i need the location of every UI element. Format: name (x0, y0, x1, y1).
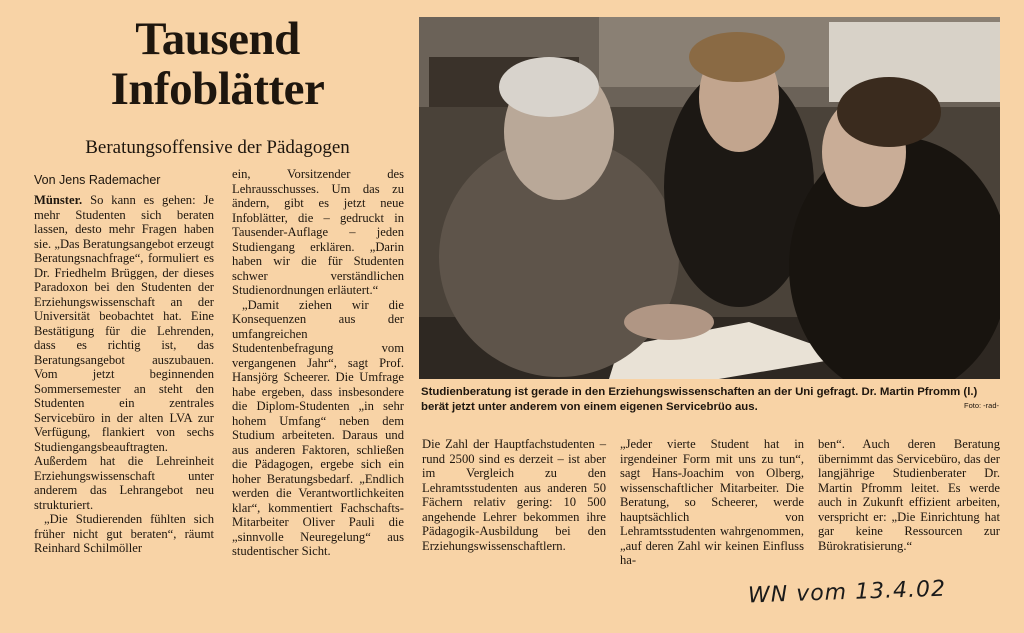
paragraph: Die Zahl der Hauptfachstudenten – rund 2500 sind es derzeit – ist aber im Vergleich zu den Lehramtsstudenten aus anderen 50 Fächern relativ gering: 10 500 angehende Lehrer bekommen ihre Pädagogik-Ausbildung bei den Erziehungswissenschaftlern. (422, 437, 606, 553)
dateline: Münster. (34, 193, 83, 207)
paragraph: „Jeder vierte Student hat in irgendeiner Form mit uns zu tun“, sagt Hans-Joachim von Olberg, wissenschaftlicher Mitarbeiter. Die Beratung, so Scheerer, werde hauptsächlich von Lehramtsstudenten wahrgenommen, „auf deren Zahl wir keinen Einfluss ha- (620, 437, 804, 567)
article-column-5 (818, 437, 1000, 553)
article-column-1 (34, 193, 214, 556)
photo-credit: Foto: -rad- (963, 400, 999, 410)
paragraph: ben“. Auch deren Beratung übernimmt das Servicebüro, das der langjährige Studienberater Dr. Martin Pfromm leitet. Es werde auch in Zukunft effizient arbeiten, verspricht er: „Die Einrichtung hat gar keine Ressourcen zur Bürokratisierung.“ (818, 437, 1000, 553)
headline (40, 14, 395, 114)
article-column-4 (620, 437, 804, 568)
paragraph: „Damit ziehen wir die Konsequenzen aus der umfangreichen Studentenbefragung vom vergangenen Jahr“, sagt Prof. Hansjörg Scheerer. Die Umfrage habe ergeben, dass insbesondere die Diplom-Studenten „in sehr hohem Umfang“ neben dem Studium arbeiteten. Daraus und aus anderen Faktoren, schließen die Pädagogen, ergebe sich ein hoher Beratungsbedarf. „Endlich werden die Verantwortlichkeiten klar“, kommentiert Fachschafts-Mitarbeiter Oliver Pauli die „sinnvolle Neuregelung“ aus studentischer Sicht. (232, 297, 404, 558)
article-column-2 (232, 167, 404, 559)
paragraph: So kann es gehen: Je mehr Studenten sich beraten lassen, desto mehr Fragen haben sie. „Das Beratungsangebot erzeugt Beratungsnachfrage“, formuliert es Dr. Friedhelm Brüggen, der dieses Paradoxon bei den Studenten der Erziehungswissenschaft an der Universität beobachtet hat. Eine Bestätigung für die Lehrenden, dass es richtig ist, das Beratungsangebot auszubauen. Vom jetzt beginnenden Sommersemester an steht den Studenten ein zentrales Servicebüro in der alten LVA zur Verfügung, flankiert von sechs Studiengangsbeauftragten. (34, 193, 214, 454)
paragraph: ein, Vorsitzender des Lehrausschusses. Um das zu ändern, gibt es jetzt neue Infoblätter, die – gedruckt in Tausender-Auflage – jeden Studiengang erklären. „Darin haben wir die für Studenten schwer verständlichen Studienordnungen erläutert.“ (232, 167, 404, 297)
article-column-3 (422, 437, 606, 553)
paragraph: „Die Studierenden fühlten sich früher nicht gut beraten“, räumt Reinhard Schilmöller (34, 512, 214, 555)
handwritten-source-note: WN vom 13.4.02 (747, 576, 947, 609)
photo-caption (421, 385, 999, 414)
article-photo (419, 17, 1000, 379)
headline-line-1: Tausend (135, 13, 300, 65)
headline-line-2: Infoblätter (110, 63, 325, 115)
byline: Von Jens Rademacher (34, 173, 161, 187)
caption-text: Studienberatung ist gerade in den Erziehungswissenschaften an der Uni gefragt. Dr. Martin Pfromm (l.) berät jetzt unter anderem von einem eigenen Servicebrüo aus. (421, 386, 978, 413)
paragraph: Außerdem hat die Lehreinheit Erziehungswissenschaft unter anderem das Lehrangebot neu strukturiert. (34, 454, 214, 512)
subheadline: Beratungsoffensive der Pädagogen (85, 137, 350, 158)
